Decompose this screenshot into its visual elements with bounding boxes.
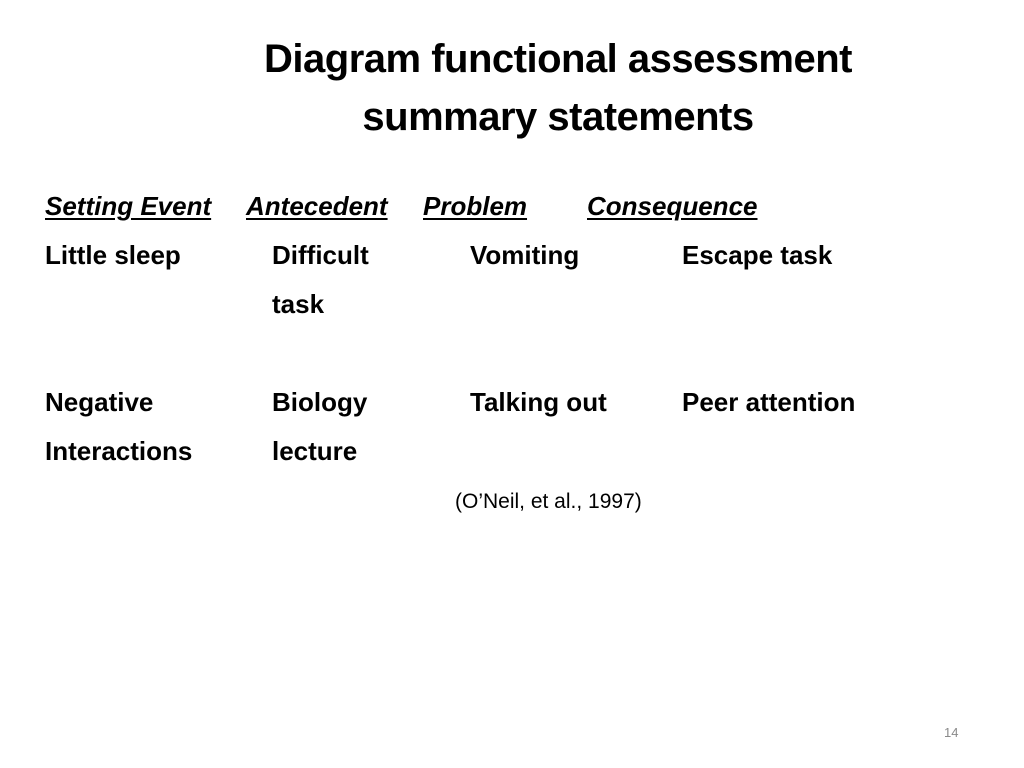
slide-title [200, 30, 916, 146]
row1-setting-event: Little sleep [45, 240, 181, 270]
row1-problem: Vomiting [470, 240, 580, 270]
row1-consequence: Escape task [682, 240, 833, 270]
row2-antecedent-line-1: Biology [272, 387, 368, 417]
row2-setting-event-line-2: Interactions [45, 436, 193, 466]
slide-title-line-1: Diagram functional assessment [264, 37, 852, 81]
row2-consequence: Peer attention [682, 387, 856, 417]
header-consequence: Consequence [587, 191, 758, 221]
slide-title-line-2: summary statements [362, 95, 754, 139]
header-problem: Problem [423, 191, 528, 221]
row1-antecedent-line-1: Difficult [272, 240, 369, 270]
header-antecedent: Antecedent [246, 191, 388, 221]
row2-setting-event-line-1: Negative [45, 387, 154, 417]
page-number: 14 [944, 725, 959, 740]
row2-problem: Talking out [470, 387, 607, 417]
citation: (O’Neil, et al., 1997) [455, 490, 642, 513]
row1-antecedent-line-2: task [272, 289, 325, 319]
row2-antecedent-line-2: lecture [272, 436, 358, 466]
header-setting-event: Setting Event [45, 191, 212, 221]
